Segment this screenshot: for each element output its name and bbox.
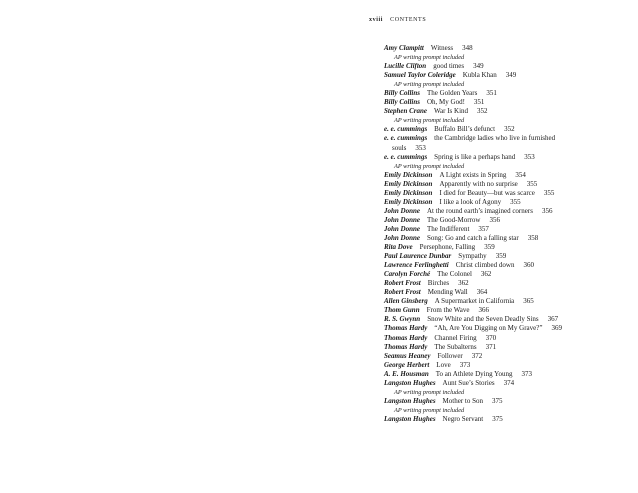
entry-page: 356	[541, 206, 553, 215]
prompt-note: AP writing prompt included	[394, 81, 465, 89]
entry-page: 356	[489, 215, 500, 224]
contents-entry	[384, 216, 634, 225]
entry-page: 369	[551, 324, 562, 333]
entry-title: Spring is like a perhaps hand	[434, 152, 516, 161]
entry-page: 353	[415, 143, 426, 152]
entry-page: 349	[473, 62, 484, 71]
entry-title: The Subalterns	[434, 342, 477, 351]
entry-title: To an Athlete Dying Young	[435, 369, 513, 378]
contents-entry	[384, 415, 634, 424]
entry-author: Billy Collins	[384, 89, 420, 98]
entry-title: The Indifferent	[426, 224, 470, 233]
entry-title: Persephone, Falling	[419, 243, 476, 252]
contents-entry	[384, 180, 634, 189]
entry-author: John Donne	[384, 215, 420, 224]
entry-author: Thomas Hardy	[384, 324, 428, 333]
entry-author: John Donne	[384, 233, 420, 242]
contents-entry	[384, 370, 634, 379]
entry-author: Rita Dove	[384, 243, 413, 252]
contents-entry	[384, 243, 634, 252]
entry-author: Seamus Heaney	[384, 351, 431, 360]
contents-entry	[384, 324, 634, 333]
entry-page: 357	[478, 224, 489, 233]
entry-title: good times	[433, 62, 465, 71]
contents-entry	[384, 379, 634, 388]
entry-page: 362	[480, 270, 492, 279]
entry-page: 365	[523, 297, 534, 306]
entry-author: Langston Hughes	[384, 378, 436, 387]
entry-page: 374	[503, 378, 515, 387]
entry-author: A. E. Housman	[384, 369, 429, 378]
entry-title: Love	[436, 360, 451, 369]
entry-page: 355	[543, 188, 555, 197]
entry-page: 352	[504, 125, 515, 134]
entry-author: George Herbert	[384, 360, 430, 369]
entry-title: Oh, My God!	[426, 98, 465, 107]
entry-title: Buffalo Bill’s defunct	[434, 125, 496, 134]
entry-title: Christ climbed down	[455, 261, 515, 270]
prompt-note: AP writing prompt included	[394, 406, 465, 414]
entry-page: 375	[492, 414, 503, 423]
entry-title: The Golden Years	[426, 89, 478, 98]
contents-entry	[384, 279, 634, 288]
entry-page: 349	[505, 71, 517, 80]
entry-author: Paul Laurence Dunbar	[384, 252, 452, 261]
entry-title: Snow White and the Seven Deadly Sins	[427, 315, 539, 324]
entry-page: 358	[527, 233, 539, 242]
entry-title: War Is Kind	[433, 107, 469, 116]
entry-title: Negro Servant	[442, 414, 484, 423]
entry-title: the Cambridge ladies who live in furnished	[434, 134, 556, 143]
entry-author: Lucille Clifton	[384, 62, 427, 71]
contents-entry	[384, 288, 634, 297]
entry-title: A Light exists in Spring	[439, 170, 507, 179]
entry-author: Lawrence Ferlinghetti	[384, 261, 449, 270]
contents-entry	[384, 225, 634, 234]
contents-entry	[384, 153, 634, 162]
entry-author: Emily Dickinson	[384, 170, 433, 179]
contents-entry	[384, 315, 634, 324]
entry-title: Apparently with no surprise	[439, 179, 518, 188]
entry-title: Sympathy	[458, 252, 487, 261]
contents-entry	[384, 352, 634, 361]
entry-page: 362	[458, 279, 469, 288]
entry-title: A Supermarket in California	[434, 297, 515, 306]
prompt-note: AP writing prompt included	[394, 388, 465, 396]
contents-entry	[384, 171, 634, 180]
entry-title-continued: souls	[392, 143, 407, 152]
entry-title: I like a look of Agony	[439, 197, 502, 206]
entry-author: Robert Frost	[384, 279, 421, 288]
contents-entry	[384, 107, 634, 116]
entry-page: 352	[477, 107, 488, 116]
prompt-note: AP writing prompt included	[394, 54, 465, 62]
contents-entry-continuation	[384, 144, 634, 153]
contents-entry	[384, 297, 634, 306]
entry-title: Follower	[437, 351, 463, 360]
entry-author: Emily Dickinson	[384, 179, 433, 188]
entry-author: Amy Clampitt	[384, 44, 424, 52]
contents-entry	[384, 343, 634, 352]
entry-author: Samuel Taylor Coleridge	[384, 71, 456, 80]
entry-page: 372	[471, 351, 483, 360]
entry-author: Langston Hughes	[384, 396, 436, 405]
entry-author: Emily Dickinson	[384, 188, 433, 197]
contents-entry	[384, 89, 634, 98]
entry-title: Song: Go and catch a falling star	[426, 233, 519, 242]
entry-page: 354	[515, 170, 526, 179]
entry-page: 348	[462, 44, 473, 52]
contents-entry	[384, 71, 634, 80]
contents-entry	[384, 306, 634, 315]
entry-page: 359	[495, 252, 507, 261]
entry-title: From the Wave	[426, 306, 470, 315]
entry-page: 370	[485, 333, 497, 342]
entry-author: Billy Collins	[384, 98, 420, 107]
entry-author: e. e. cummings	[384, 152, 428, 161]
page-folio: xviii	[369, 17, 384, 23]
entry-page: 366	[478, 306, 489, 315]
entry-author: Langston Hughes	[384, 414, 436, 423]
entry-page: 353	[524, 152, 535, 161]
contents-entry	[384, 334, 634, 343]
entry-title: Witness	[430, 44, 454, 52]
entry-author: Stephen Crane	[384, 107, 427, 116]
contents-entry	[384, 198, 634, 207]
entry-title: Aunt Sue’s Stories	[442, 378, 495, 387]
entry-title: Kubla Khan	[462, 71, 497, 80]
header-title: CONTENTS	[390, 17, 427, 23]
contents-entry	[384, 189, 634, 198]
contents-entry	[384, 261, 634, 270]
entry-page: 375	[492, 396, 503, 405]
contents-list	[384, 44, 634, 424]
entry-page: 373	[521, 369, 532, 378]
entry-page: 373	[459, 360, 471, 369]
entry-title: “Ah, Are You Digging on My Grave?”	[434, 324, 543, 333]
entry-author: John Donne	[384, 224, 420, 233]
contents-entry	[384, 252, 634, 261]
entry-page: 360	[523, 261, 534, 270]
entry-page: 351	[486, 89, 497, 98]
contents-entry	[384, 62, 634, 71]
prompt-note: AP writing prompt included	[394, 117, 465, 125]
contents-entry	[384, 397, 634, 406]
contents-entry	[384, 134, 634, 143]
contents-entry	[384, 361, 634, 370]
entry-author: Emily Dickinson	[384, 197, 433, 206]
contents-entry	[384, 44, 634, 53]
entry-title: I died for Beauty—but was scarce	[439, 188, 535, 197]
contents-entry	[384, 98, 634, 107]
entry-page: 351	[473, 98, 485, 107]
contents-entry	[384, 207, 634, 216]
entry-author: Allen Ginsberg	[384, 297, 428, 306]
entry-title: The Colonel	[437, 270, 472, 279]
entry-author: Thomas Hardy	[384, 333, 428, 342]
entry-page: 355	[526, 179, 538, 188]
entry-author: Thomas Hardy	[384, 342, 428, 351]
contents-entry	[384, 125, 634, 134]
entry-page: 364	[476, 288, 488, 297]
entry-author: e. e. cummings	[384, 125, 428, 134]
entry-title: The Good-Morrow	[426, 215, 481, 224]
entry-page: 359	[484, 243, 495, 252]
entry-title: Birches	[427, 279, 450, 288]
entry-title: Mending Wall	[427, 288, 468, 297]
entry-author: e. e. cummings	[384, 134, 428, 143]
entry-page: 367	[547, 315, 559, 324]
entry-title: Channel Firing	[434, 333, 477, 342]
entry-author: John Donne	[384, 206, 420, 215]
running-header	[369, 17, 426, 23]
entry-page: 371	[485, 342, 497, 351]
entry-author: Carolyn Forché	[384, 270, 431, 279]
entry-title: At the round earth’s imagined corners	[426, 206, 533, 215]
entry-author: Robert Frost	[384, 288, 421, 297]
entry-author: Thom Gunn	[384, 306, 420, 315]
prompt-note: AP writing prompt included	[394, 162, 465, 170]
contents-entry	[384, 234, 634, 243]
contents-entry	[384, 270, 634, 279]
entry-author: R. S. Gwynn	[384, 315, 421, 324]
entry-title: Mother to Son	[442, 396, 483, 405]
entry-page: 355	[510, 197, 521, 206]
